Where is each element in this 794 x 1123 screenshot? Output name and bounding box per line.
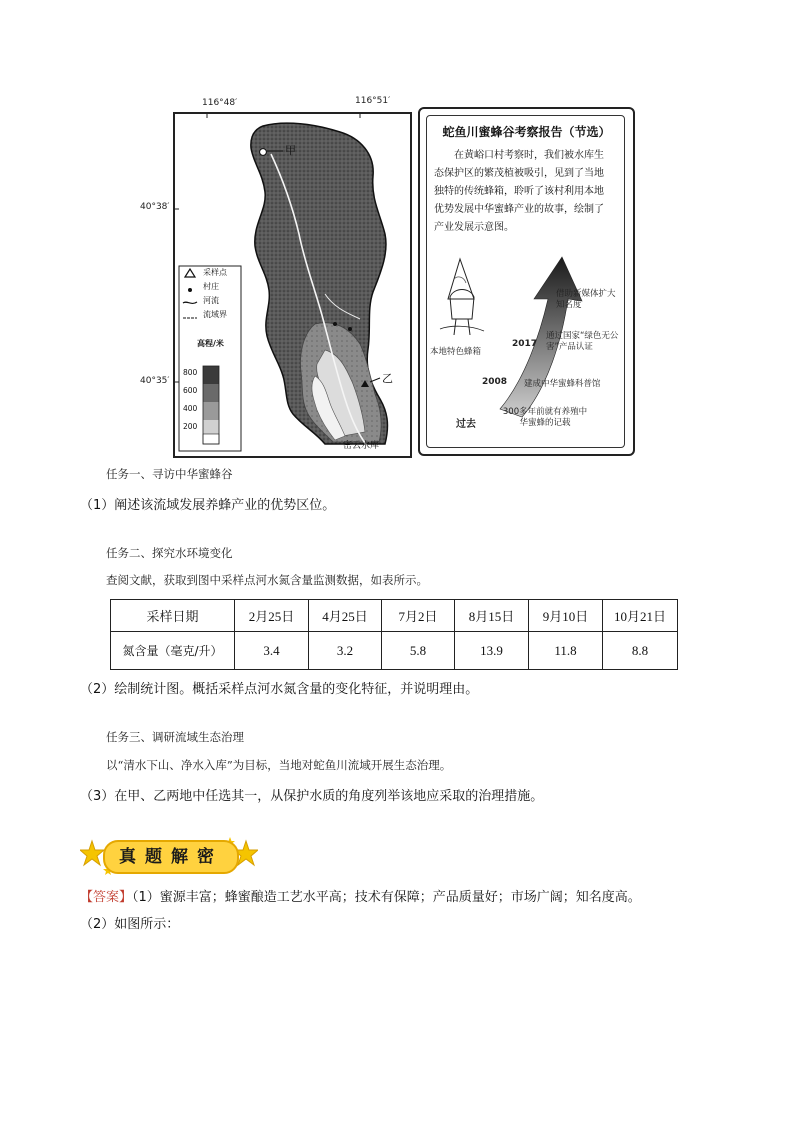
task2-intro: 查阅文献，获取到图中采样点河水氮含量监测数据，如表所示。 bbox=[106, 573, 428, 587]
field-report-panel bbox=[418, 107, 635, 456]
legend-elevation-title: 高程/米 bbox=[197, 339, 224, 348]
table-value-cell: 8.8 bbox=[603, 632, 678, 670]
task3-intro: 以“清水下山、净水入库”为目标，当地对蛇鱼川流域开展生态治理。 bbox=[106, 758, 452, 772]
report-body: 在黄峪口村考察时，我们被水库生态保护区的繁茂植被吸引，见到了当地独特的传统蜂箱，聆听了该村利用本地优势发展中华蜜蜂产业的故事，绘制了产业发展示意图。 bbox=[434, 150, 604, 233]
table-value-cell: 5.8 bbox=[382, 632, 455, 670]
legend-sampling-point: 采样点 bbox=[203, 268, 227, 277]
table-row-label: 氮含量（毫克/升） bbox=[111, 632, 235, 670]
answer-line-1 bbox=[80, 886, 641, 905]
table-date-cell: 9月10日 bbox=[529, 600, 603, 632]
milestone-past-label: 过去 bbox=[456, 419, 476, 430]
lon-label-1: 116°48′ bbox=[202, 98, 238, 108]
answer-2: （2）如图所示： bbox=[80, 917, 180, 932]
elevation-tick-400: 400 bbox=[183, 404, 198, 413]
lat-label-2: 40°35′ bbox=[140, 376, 170, 386]
place-yi-label: 乙 bbox=[382, 372, 393, 385]
milestone-2017-text: 通过国家“绿色无公害”产品认证 bbox=[546, 331, 619, 352]
task2-title: 任务二、探究水环境变化 bbox=[106, 546, 233, 560]
place-jia-label: 甲 bbox=[285, 144, 296, 157]
nitrogen-table bbox=[110, 599, 678, 670]
task1-title: 任务一、寻访中华蜜蜂谷 bbox=[106, 467, 233, 481]
table-row bbox=[111, 632, 678, 670]
milestone-2017-year: 2017 bbox=[512, 339, 538, 349]
table-date-cell: 8月15日 bbox=[455, 600, 529, 632]
milestone-2008-year: 2008 bbox=[482, 377, 508, 387]
legend-river: 河流 bbox=[203, 296, 219, 305]
milestone-2008-text: 建成中华蜜蜂科普馆 bbox=[524, 379, 601, 389]
report-title: 蛇鱼川蜜蜂谷考察报告（节选） bbox=[442, 125, 611, 139]
table-value-cell: 13.9 bbox=[455, 632, 529, 670]
banner-title: 真题解密 bbox=[103, 840, 239, 874]
section-banner bbox=[80, 833, 258, 877]
elevation-tick-800: 800 bbox=[183, 368, 198, 377]
table-date-cell: 7月2日 bbox=[382, 600, 455, 632]
legend-village: 村庄 bbox=[203, 282, 219, 291]
question-3: （3）在甲、乙两地中任选其一，从保护水质的角度列举该地应采取的治理措施。 bbox=[80, 789, 544, 804]
question-1: （1）阐述该流域发展养蜂产业的优势区位。 bbox=[80, 498, 336, 513]
table-row bbox=[111, 600, 678, 632]
table-value-cell: 11.8 bbox=[529, 632, 603, 670]
table-date-cell: 2月25日 bbox=[235, 600, 309, 632]
question-2: （2）绘制统计图。概括采样点河水氮含量的变化特征，并说明理由。 bbox=[80, 682, 479, 697]
answer-1: （1）蜜源丰富；蜂蜜酿造工艺水平高；技术有保障；产品质量好；市场广阔；知名度高。 bbox=[132, 890, 641, 905]
table-date-cell: 10月21日 bbox=[603, 600, 678, 632]
task3-title: 任务三、调研流域生态治理 bbox=[106, 730, 244, 744]
watershed-map bbox=[173, 112, 412, 458]
table-value-cell: 3.4 bbox=[235, 632, 309, 670]
table-date-cell: 4月25日 bbox=[309, 600, 382, 632]
elevation-tick-600: 600 bbox=[183, 386, 198, 395]
legend-basin-boundary: 流域界 bbox=[203, 310, 227, 319]
elevation-tick-200: 200 bbox=[183, 422, 198, 431]
table-header-label: 采样日期 bbox=[111, 600, 235, 632]
reservoir-label: 密云水库 bbox=[343, 441, 380, 451]
lon-label-2: 116°51′ bbox=[355, 96, 391, 106]
milestone-past-text: 300多年前就有养殖中华蜜蜂的记载 bbox=[502, 407, 588, 428]
answer-tag: 【答案】 bbox=[80, 890, 133, 905]
lat-label-1: 40°38′ bbox=[140, 202, 170, 212]
milestone-new-media: 借助新媒体扩大知名度 bbox=[556, 289, 616, 310]
hive-label: 本地特色蜂箱 bbox=[430, 347, 482, 357]
table-value-cell: 3.2 bbox=[309, 632, 382, 670]
